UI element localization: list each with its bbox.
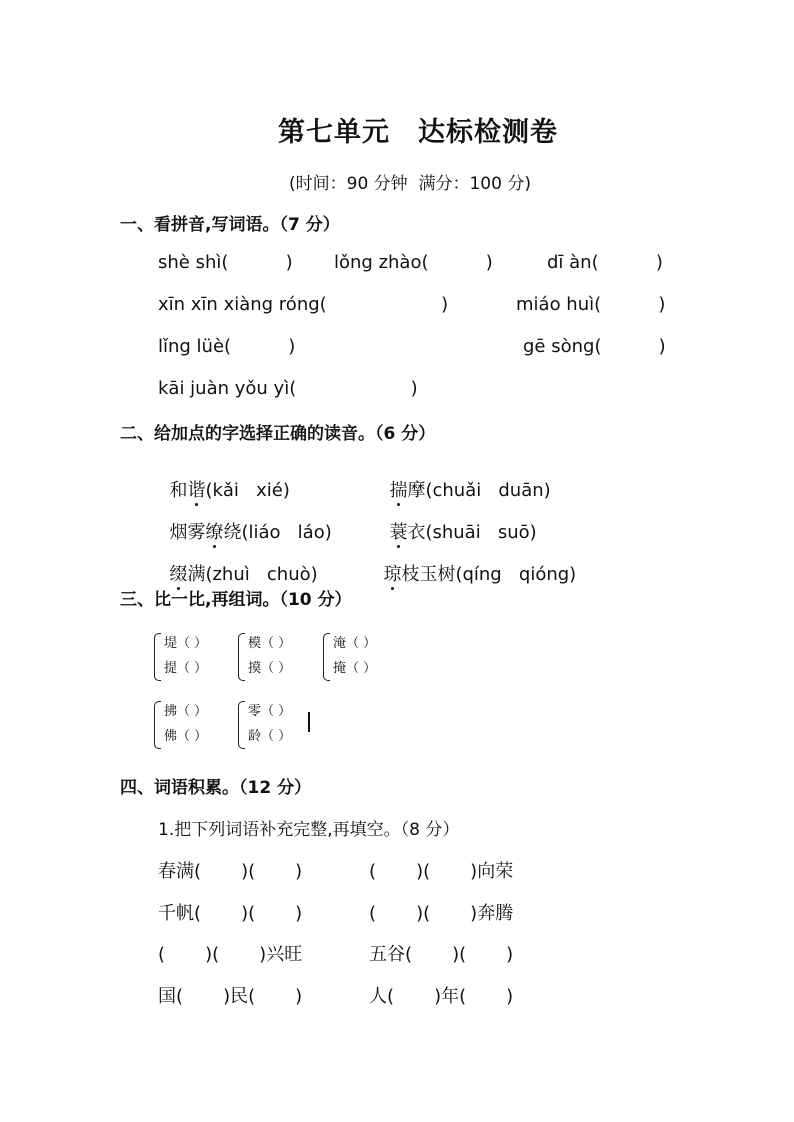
section-4-heading: 四、词语积累。（12 分） — [120, 778, 312, 798]
reading-item-options: 绕(liáo láo) — [223, 522, 332, 543]
section-1-heading: 一、看拼音,写词语。（7 分） — [120, 215, 340, 235]
reading-item-options: 枝玉树(qíng qióng) — [401, 564, 577, 585]
pinyin-item: dī àn( ) — [547, 252, 663, 273]
idiom-item: ( )( )奔腾 — [369, 903, 514, 924]
pinyin-item: shè shì( ) — [158, 252, 293, 273]
page-subtitle: (时间：90 分钟 满分：100 分) — [289, 174, 531, 194]
brace-mark — [154, 633, 161, 681]
section-4-subquestion: 1.把下列词语补充完整,再填空。（8 分） — [158, 820, 460, 840]
compare-row: 淹（ ） — [333, 636, 377, 651]
dotted-character: 揣 — [389, 476, 407, 502]
brace-mark — [238, 633, 245, 681]
pinyin-item: lǒng zhào( ) — [334, 252, 493, 273]
pinyin-item: miáo huì( ) — [516, 294, 666, 315]
reading-item — [378, 497, 537, 544]
compare-row: 摸（ ） — [248, 661, 292, 676]
dotted-character: 琼 — [383, 560, 401, 586]
reading-item — [372, 539, 576, 586]
pinyin-item: kāi juàn yǒu yì( ) — [158, 378, 418, 399]
compare-row: 提（ ） — [164, 661, 208, 676]
compare-row: 龄（ ） — [248, 729, 292, 744]
reading-item-options: 满(zhuì chuò) — [187, 564, 318, 585]
idiom-item: 人( )年( ) — [369, 986, 514, 1007]
dotted-character: 蓑 — [389, 518, 407, 544]
idiom-item: ( )( )兴旺 — [158, 944, 303, 965]
compare-group — [154, 631, 207, 681]
idiom-item: ( )( )向荣 — [369, 861, 514, 882]
reading-item-prefix: 烟雾 — [169, 522, 206, 543]
reading-item — [158, 539, 318, 586]
compare-group — [323, 631, 376, 681]
idiom-item: 千帆( )( ) — [158, 903, 303, 924]
reading-item-prefix: 和 — [169, 480, 188, 501]
page-title: 第七单元 达标检测卷 — [278, 117, 558, 148]
pinyin-item: lǐng lüè( ) — [158, 336, 296, 357]
brace-mark — [323, 633, 330, 681]
dotted-character: 缀 — [169, 560, 187, 586]
reading-item-options: 衣(shuāi suō) — [407, 522, 537, 543]
compare-group — [238, 631, 291, 681]
idiom-item: 国( )民( ) — [158, 986, 303, 1007]
reading-item — [158, 497, 332, 544]
dotted-character: 谐 — [187, 476, 205, 502]
reading-item-options: (kǎi xié) — [205, 480, 290, 501]
compare-row: 堤（ ） — [164, 636, 208, 651]
reading-item-options: 摩(chuǎi duān) — [407, 480, 551, 501]
reading-item — [378, 455, 551, 502]
text-cursor — [308, 712, 310, 732]
idiom-item: 春满( )( ) — [158, 861, 303, 882]
section-3-heading: 三、比一比,再组词。（10 分） — [120, 590, 352, 610]
compare-group — [154, 699, 207, 749]
compare-group — [238, 699, 291, 749]
compare-row: 模（ ） — [248, 636, 292, 651]
pinyin-item: xīn xīn xiàng róng( ) — [158, 294, 449, 315]
compare-row: 掩（ ） — [333, 661, 377, 676]
brace-mark — [154, 701, 161, 749]
dotted-character: 缭 — [205, 518, 223, 544]
compare-row: 拂（ ） — [164, 704, 208, 719]
compare-row: 零（ ） — [248, 704, 292, 719]
pinyin-item: gē sòng( ) — [523, 336, 666, 357]
reading-item — [158, 455, 290, 502]
section-2-heading: 二、给加点的字选择正确的读音。（6 分） — [120, 424, 436, 444]
brace-mark — [238, 701, 245, 749]
compare-row: 佛（ ） — [164, 729, 208, 744]
idiom-item: 五谷( )( ) — [369, 944, 514, 965]
